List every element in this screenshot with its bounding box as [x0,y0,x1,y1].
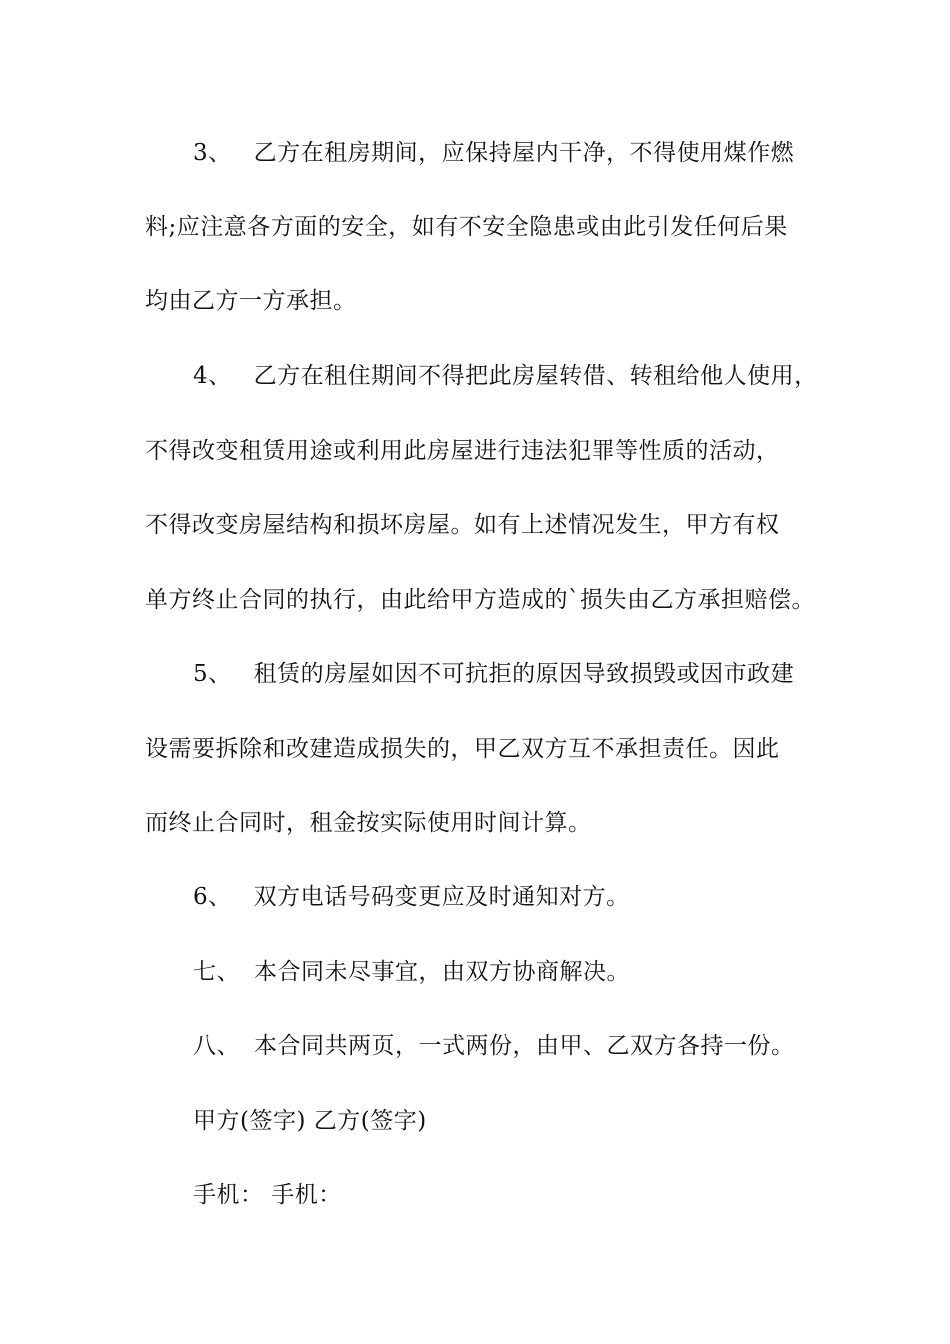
clause-text: 乙方在租房期间，应保持屋内干净，不得使用煤作燃 [253,140,795,166]
clause-4-line-1 [193,361,818,391]
clause-text: 双方电话号码变更应及时通知对方。 [253,884,630,910]
section-number: 七、 [193,959,240,985]
section-text: 本合同共两页，一式两份，由甲、乙双方各持一份。 [254,1033,795,1059]
section-number: 八、 [193,1033,240,1059]
clause-3-line-1 [193,138,794,168]
clause-number: 4、 [193,363,232,389]
section-8 [193,1031,795,1061]
clause-number: 3、 [193,140,232,166]
clause-4-line-4: 单方终止合同的执行，由此给甲方造成的`损失由乙方承担赔偿。 [145,587,815,613]
clause-3-line-3: 均由乙方一方承担。 [145,288,357,314]
section-text: 本合同未尽事宜，由双方协商解决。 [254,959,630,985]
clause-5-line-2: 设需要拆除和改建造成损失的，甲乙双方互不承担责任。因此 [145,736,780,762]
clause-4-line-2: 不得改变租赁用途或利用此房屋进行违法犯罪等性质的活动， [145,438,780,464]
clause-number: 5、 [193,661,232,687]
clause-text: 租赁的房屋如因不可抗拒的原因导致损毁或因市政建 [253,661,795,687]
clause-6 [193,882,630,912]
clause-text: 乙方在租住期间不得把此房屋转借、转租给他人使用， [253,363,818,389]
phone-line: 手机： 手机： [193,1182,342,1208]
clause-5-line-1 [193,659,794,689]
clause-number: 6、 [193,884,232,910]
clause-4-line-3: 不得改变房屋结构和损坏房屋。如有上述情况发生，甲方有权 [145,512,780,538]
section-7 [193,957,630,987]
clause-3-line-2: 料;应注意各方面的安全，如有不安全隐患或由此引发任何后果 [145,214,788,240]
signature-line: 甲方(签字) 乙方(签字) [193,1108,427,1134]
clause-5-line-3: 而终止合同时，租金按实际使用时间计算。 [145,810,592,836]
